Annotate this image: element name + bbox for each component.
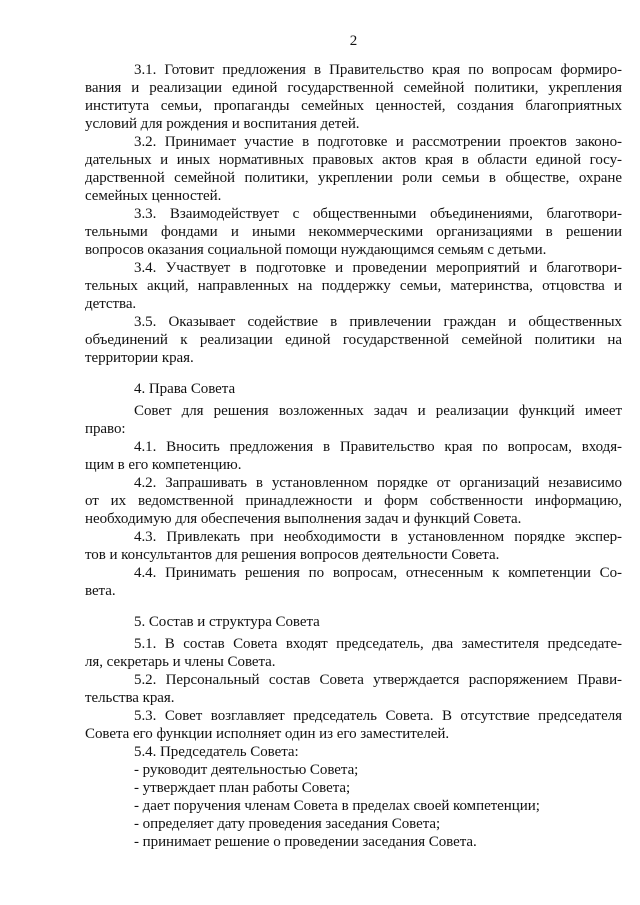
text-line: дарственной семейной политики, укреплении роли семьи в обществе, охране xyxy=(85,170,622,186)
text-line: территории края. xyxy=(85,350,194,366)
page-number: 2 xyxy=(349,33,358,49)
text-line: 4.4. Принимать решения по вопросам, отнесенным к компетенции Со- xyxy=(134,565,622,581)
paragraph xyxy=(85,313,622,367)
text-line: 3.2. Принимает участие в подготовке и рассмотрении проектов законо- xyxy=(134,134,622,150)
paragraph xyxy=(85,259,622,313)
text-line: 5.3. Совет возглавляет председатель Совета. В отсутствие председателя xyxy=(134,708,622,724)
text-line: 4.3. Привлекать при необходимости в установленном порядке экспер- xyxy=(134,529,622,545)
text-line: детства. xyxy=(85,296,137,312)
paragraph xyxy=(85,797,622,815)
paragraph xyxy=(85,133,622,205)
text-line: тов и консультантов для решения вопросов деятельности Совета. xyxy=(85,547,500,563)
paragraph xyxy=(85,528,622,564)
text-line: 3.1. Готовит предложения в Правительство края по вопросам формиро- xyxy=(134,62,622,78)
text-line: условий для рождения и воспитания детей. xyxy=(85,116,360,132)
text-line: 4.2. Запрашивать в установленном порядке от организаций независимо xyxy=(134,475,622,491)
text-line: от их ведомственной принадлежности и форм собственности информацию, xyxy=(85,493,622,509)
text-line: института семьи, пропаганды семейных ценностей, создания благоприятных xyxy=(85,98,622,114)
text-line: - утверждает план работы Совета; xyxy=(134,780,351,796)
text-line: - руководит деятельностью Совета; xyxy=(134,762,359,778)
text-line: 3.4. Участвует в подготовке и проведении мероприятий и благотвори- xyxy=(134,260,622,276)
text-line: - определяет дату проведения заседания Совета; xyxy=(134,816,441,832)
text-line: семейных ценностей. xyxy=(85,188,222,204)
text-line: вопросов оказания социальной помощи нуждающимся семьям с детьми. xyxy=(85,242,547,258)
paragraph xyxy=(85,564,622,600)
text-line: - принимает решение о проведении заседания Совета. xyxy=(134,834,477,850)
paragraph xyxy=(85,815,622,833)
text-line: дательных и иных нормативных правовых актов края в области единой госу- xyxy=(85,152,622,168)
text-line: право: xyxy=(85,421,126,437)
paragraph xyxy=(85,743,622,761)
text-line: необходимую для обеспечения выполнения задач и функций Совета. xyxy=(85,511,522,527)
text-line: 5.2. Персональный состав Совета утверждается распоряжением Прави- xyxy=(134,672,622,688)
text-line: щим в его компетенцию. xyxy=(85,457,242,473)
text-line: 5.4. Председатель Совета: xyxy=(134,744,299,760)
paragraph xyxy=(85,402,622,438)
text-line: тельства края. xyxy=(85,690,175,706)
paragraph xyxy=(85,779,622,797)
paragraph xyxy=(85,761,622,779)
text-line: 5. Состав и структура Совета xyxy=(134,614,320,630)
paragraph xyxy=(85,205,622,259)
paragraph xyxy=(85,61,622,133)
text-line: объединений к реализации единой государственной семейной политики на xyxy=(85,332,622,348)
paragraph xyxy=(85,474,622,528)
text-line: - дает поручения членам Совета в пределах своей компетенции; xyxy=(134,798,540,814)
text-line: Совет для решения возложенных задач и реализации функций имеет xyxy=(134,403,622,419)
document-body xyxy=(85,61,622,851)
text-line: Совета его функции исполняет один из его заместителей. xyxy=(85,726,450,742)
section-heading xyxy=(85,613,622,631)
text-line: тельных акций, направленных на поддержку семьи, материнства, отцовства и xyxy=(85,278,622,294)
text-line: тельными фондами и иными некоммерческими организациями в решении xyxy=(85,224,622,240)
text-line: вания и реализации единой государственной семейной политики, укрепления xyxy=(85,80,622,96)
text-line: 3.5. Оказывает содействие в привлечении граждан и общественных xyxy=(134,314,622,330)
text-line: 4. Права Совета xyxy=(134,381,236,397)
text-line: вета. xyxy=(85,583,116,599)
text-line: ля, секретарь и члены Совета. xyxy=(85,654,276,670)
section-heading xyxy=(85,380,622,398)
paragraph xyxy=(85,833,622,851)
paragraph xyxy=(85,707,622,743)
paragraph xyxy=(85,671,622,707)
text-line: 3.3. Взаимодействует с общественными объединениями, благотвори- xyxy=(134,206,622,222)
text-line: 4.1. Вносить предложения в Правительство края по вопросам, входя- xyxy=(134,439,622,455)
paragraph xyxy=(85,635,622,671)
paragraph xyxy=(85,438,622,474)
text-line: 5.1. В состав Совета входят председатель, два заместителя председате- xyxy=(134,636,622,652)
